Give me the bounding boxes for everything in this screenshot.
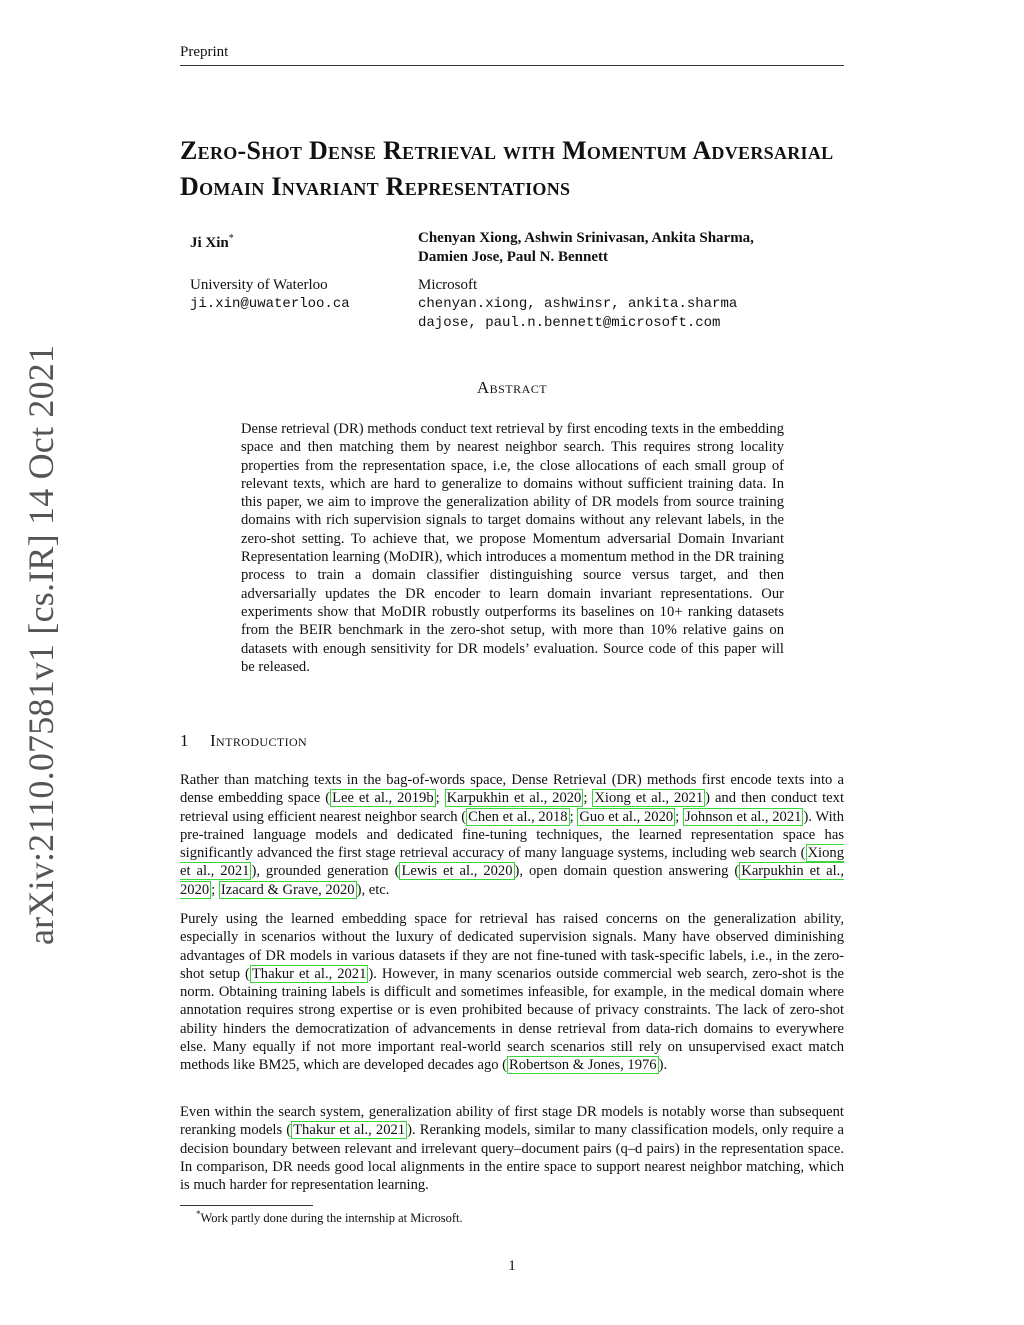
text-run: ). xyxy=(658,1057,668,1074)
citation-link[interactable]: Thakur et al., 2021 xyxy=(293,1122,406,1139)
text-run: ), etc. xyxy=(356,881,390,898)
author-block-second xyxy=(418,229,754,333)
paper-title: Zero-Shot Dense Retrieval with Momentum Adversarial Domain Invariant Representations xyxy=(180,136,834,201)
citation-link[interactable]: Robertson & Jones, 1976 xyxy=(509,1057,657,1074)
header-rule xyxy=(180,65,844,66)
citation-link[interactable]: Xiong et al., 2021 xyxy=(594,790,704,807)
citation-link[interactable]: Lee et al., 2019b xyxy=(332,790,434,807)
text-run: ) and then conduct text retrieval using efficient nearest neighbor search ( xyxy=(180,790,844,825)
author-email-line2: dajose, paul.n.bennett@microsoft.com xyxy=(418,315,721,331)
abstract-heading: Abstract xyxy=(476,378,548,397)
footnote-rule xyxy=(180,1205,313,1206)
paragraph-1 xyxy=(180,771,844,899)
author-names-line2: Damien Jose, Paul N. Bennett xyxy=(418,249,608,265)
section-number: 1 xyxy=(180,731,189,750)
text-run: ). Reranking models, similar to many classification models, only require a decision boundary between relevant and irrelevant query–document pairs (q–d pairs) in the representation space. In comparison, DR needs good local alignments in the entire space to support nearest neighbor matching, which is much harder for representation learning. xyxy=(180,1122,844,1194)
footnote-marker: * xyxy=(196,1209,201,1219)
author-block-first xyxy=(190,229,350,314)
author-email: ji.xin@uwaterloo.ca xyxy=(190,296,350,312)
footnote xyxy=(196,1209,463,1226)
author-names-line1: Chenyan Xiong, Ashwin Srinivasan, Ankita Sharma, xyxy=(418,230,754,246)
text-run: ; xyxy=(583,790,593,807)
citation-link[interactable]: Izacard & Grave, 2020 xyxy=(220,881,355,898)
citation-link[interactable]: Karpukhin et al., 2020 xyxy=(446,790,582,807)
text-run: ). However, in many scenarios outside commercial web search, zero-shot is the norm. Obtaining training labels is difficult and sometimes infeasible, for example, in the medical domain where annotation requires strong expertise or is even prohibited because of privacy constraints. The lack of zero-shot ability hinders the democratization of advancements in dense retrieval from data-rich domains to everywhere else. Many equally if not more important real-world search scenarios still rely on unsupervised exact match methods like BM25, which are developed decades ago ( xyxy=(180,965,844,1074)
abstract-text: Dense retrieval (DR) methods conduct text retrieval by first encoding texts in the embedding space and then matching them by nearest neighbor search. This requires strong locality properties from the representation space, i.e, the close allocations of each small group of relevant texts, which are hard to generalize to domains without sufficient training data. In this paper, we aim to improve the generalization ability of DR models from source training domains with rich supervision signals to target domains without any relevant labels, in the zero-shot setting. To achieve that, we propose Momentum adversarial Domain Invariant Representation learning (MoDIR), which introduces a momentum method in the DR training process to train a domain classifier distinguishing source versus target, and then adversarially updates the DR encoder to learn domain invariant representations. Our experiments show that MoDIR robustly outperforms its baselines on 10+ ranking datasets from the BEIR benchmark in the zero-shot setup, with more than 10% relative gains on datasets with enough sensitivity for DR models’ evaluation. Source code of this paper will be released. xyxy=(241,421,784,675)
text-run: ; xyxy=(569,808,578,825)
paragraph-2 xyxy=(180,910,844,1075)
text-run: ; xyxy=(211,881,219,898)
citation-link[interactable]: Lewis et al., 2020 xyxy=(401,863,513,880)
citation-link[interactable]: Xiong et al., 2021 xyxy=(180,845,844,880)
text-run: ), open domain question answering ( xyxy=(514,863,740,880)
author-name: Ji Xin xyxy=(190,235,229,251)
citation-link[interactable]: Guo et al., 2020 xyxy=(579,808,674,825)
text-run: ; xyxy=(435,790,445,807)
text-run: ). With pre-trained language models and dedicated fine-tuning techniques, the learned representation space has significantly advanced the first stage retrieval accuracy of many language systems, including web search ( xyxy=(180,808,844,862)
section-heading xyxy=(180,731,307,751)
author-email-line1: chenyan.xiong, ashwinsr, ankita.sharma xyxy=(418,296,738,312)
footnote-text: Work partly done during the internship at Microsoft. xyxy=(200,1211,463,1226)
citation-link[interactable]: Karpukhin et al., 2020 xyxy=(180,863,844,898)
author-affiliation: Microsoft xyxy=(418,277,478,293)
text-run: Rather than matching texts in the bag-of-words space, Dense Retrieval (DR) methods first encode texts into a dense embedding space ( xyxy=(180,772,844,807)
section-title: Introduction xyxy=(210,731,308,750)
citation-link[interactable]: Johnson et al., 2021 xyxy=(684,808,802,825)
text-run: ), grounded generation ( xyxy=(251,863,400,880)
running-head: Preprint xyxy=(180,44,229,60)
citation-link[interactable]: Chen et al., 2018 xyxy=(468,808,568,825)
text-run: Even within the search system, generalization ability of first stage DR models is notably worse than subsequent reranking models ( xyxy=(180,1104,844,1139)
arxiv-stamp: arXiv:2110.07581v1 [cs.IR] 14 Oct 2021 xyxy=(21,344,61,945)
citation-link[interactable]: Thakur et al., 2021 xyxy=(251,965,367,982)
text-run: ; xyxy=(675,808,683,825)
paragraph-3 xyxy=(180,1103,844,1194)
page-number: 1 xyxy=(508,1258,516,1274)
author-affiliation: University of Waterloo xyxy=(190,277,328,293)
author-marker: * xyxy=(228,233,234,244)
text-run: Purely using the learned embedding space for retrieval has raised concerns on the generalization ability, especially in scenarios without the luxury of dedicated supervision signals. Many have observed diminishing advantages of DR models in various datasets if they are not fine-tuned with task-specific labels, i.e., in the zero-shot setup ( xyxy=(180,911,844,982)
